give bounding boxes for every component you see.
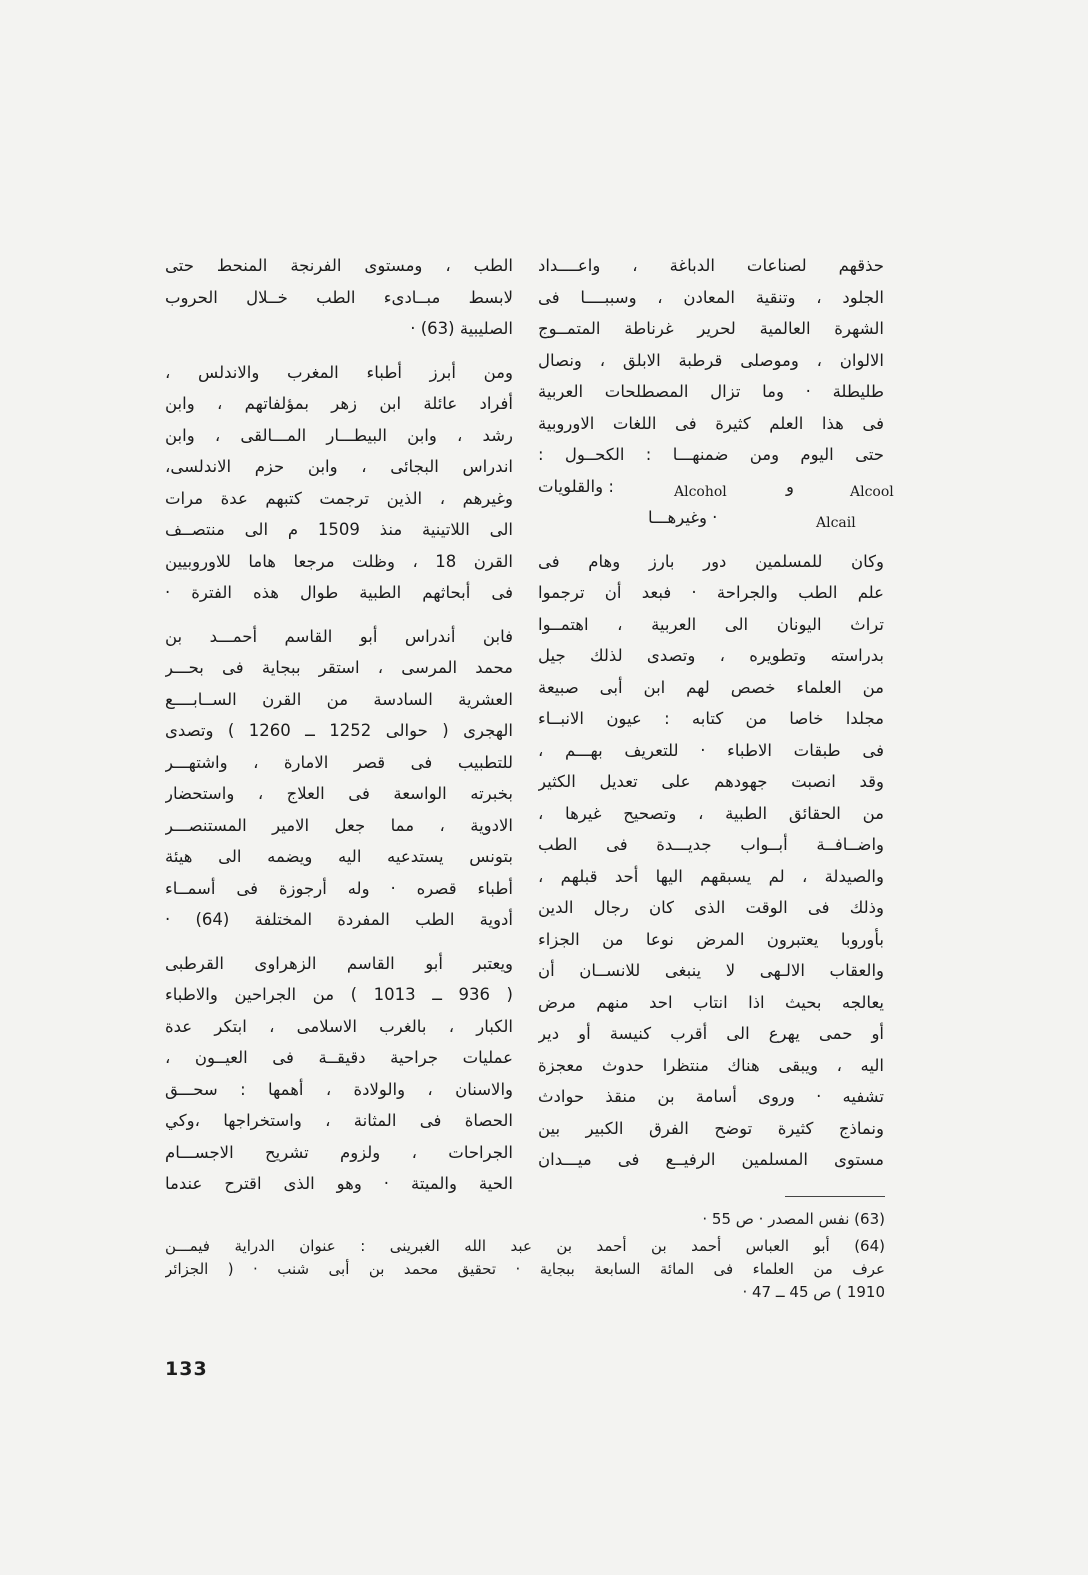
text-line: من الحقائق الطبية ، وتصحيح غيرها ، xyxy=(538,803,884,823)
text-line: القرن 18 ، وظلت مرجعا هاما للاوروبيين xyxy=(165,551,513,571)
text-line: الادوية ، مما جعل الامير المستنصـــر xyxy=(165,815,513,835)
left-para-1 xyxy=(165,250,513,345)
text-line: الصليبية (63) · xyxy=(410,319,513,338)
text-line: ونماذج كثيرة توضح الفرق الكبير بين xyxy=(538,1118,884,1138)
term-others: وغيرهـــا · xyxy=(648,508,718,527)
text-line: مجلدا خاصا من كتابه : عيون الانبــاء xyxy=(538,709,884,728)
text-line: الجراحات ، ولزوم تشريح الاجســـام xyxy=(165,1142,513,1162)
terms-row-2 xyxy=(538,502,884,534)
text-line: أو حمى يهرع الى أقرب كنيسة أو دير xyxy=(538,1024,884,1043)
text-line: الشهرة العالمية لحرير غرناطة المتمــوج xyxy=(538,319,884,338)
text-line: اندراس البجائى ، وابن حزم الاندلسى، xyxy=(165,457,513,476)
text-line: ومن أبرز أطباء المغرب والاندلس ، xyxy=(165,362,513,382)
text-line: والعقاب الالـهى لا ينبغى للانســان أن xyxy=(538,961,884,980)
text-line: وذلك فى الوقت الذى كان رجال الدين xyxy=(538,898,884,917)
footnote-divider xyxy=(785,1196,885,1197)
text-line: ( 936 ــ 1013 ) من الجراحين والاطباء xyxy=(165,985,513,1004)
text-line: فى هذا العلم كثيرة فى اللغات الاوروبية xyxy=(538,413,884,433)
term-and: و xyxy=(786,476,794,496)
text-line: حذقهم لصناعات الدباغة ، واعــــداد xyxy=(538,256,884,275)
footnote-63: (63) نفس المصدر · ص 55 · xyxy=(702,1210,885,1228)
text-line: لابسط مبــادىء الطب خــلال الحروب xyxy=(165,287,513,307)
text-line: بتونس يستدعيه اليه ويضمه الى هيئة xyxy=(165,847,513,866)
text-line: وغيرهم ، الذين ترجمت كتبهم عدة مرات xyxy=(165,488,513,508)
text-line: محمد المرسى ، استقر ببجاية فى بحـــر xyxy=(165,658,513,677)
text-line: والاسنان ، والولادة ، أهمها : سحـــق xyxy=(165,1079,513,1099)
text-line: للتطبيب فى قصر الامارة ، واشتهـــر xyxy=(165,752,513,772)
text-line: الحصاة فى المثانة ، واستخراجها ،وكي xyxy=(165,1111,513,1130)
text-line: الطب ، ومستوى الفرنجة المنحط حتى xyxy=(165,256,513,275)
text-line: تراث اليونان الى العربية ، اهتمــوا xyxy=(538,614,884,634)
text-line: رشد ، وابن البيطـــار المـــالقى ، وابن xyxy=(165,425,513,445)
text-line: ويعتبر أبو القاسم الزهراوى القرطبى xyxy=(165,953,513,973)
text-line: العشرية السادسة من القرن الســابــــع xyxy=(165,689,513,709)
text-line: والصيدلة ، لم يسبقهم اليها أحد قبلهم ، xyxy=(538,866,884,886)
text-line: طليطلة · وما تزال المصطلحات العربية xyxy=(538,382,884,401)
text-line: عمليات جراحية دقيقــة فى العيــون ، xyxy=(165,1048,513,1067)
text-line: فى أبحاثهم الطبية طوال هذه الفترة · xyxy=(165,583,513,602)
text-line: علم الطب والجراحة · فبعد أن ترجموا xyxy=(538,583,884,602)
text-line: من العلماء خصص لهم ابن أبى صبيعة xyxy=(538,677,884,697)
text-line: فابن أندراس أبو القاسم أحمـــد بن xyxy=(165,626,513,646)
page-number: 133 xyxy=(165,1358,208,1380)
text-line: اليه ، ويبقى هناك منتظرا حدوث معجزة xyxy=(538,1055,884,1075)
text-line: الجلود ، وتنقية المعادن ، وسببــــا فى xyxy=(538,287,884,307)
left-para-2 xyxy=(165,357,513,609)
text-line: أدوية الطب المفردة المختلفة (64) · xyxy=(165,910,513,929)
text-line: الحية والميتة · وهو الذى اقترح عندما xyxy=(165,1174,513,1193)
terms-row-1 xyxy=(538,471,894,503)
left-column xyxy=(165,250,513,1200)
text-line: أفراد عائلة ابن زهر بمؤلفاتهم ، وابن xyxy=(165,394,513,413)
term-alcohol: Alcohol xyxy=(674,483,727,500)
footnote-64-line: 1910 ) ص 45 ــ 47 · xyxy=(742,1283,885,1301)
text-line: بخبرته الواسعة فى العلاج ، واستحضار xyxy=(165,784,513,803)
text-line: وقد انصبت جهودهم على تعديل الكثير xyxy=(538,772,884,791)
term-alcool: Alcool xyxy=(850,483,894,500)
text-line: الالوان ، وموصلى قرطبة الابلق ، ونصال xyxy=(538,350,884,370)
text-line: حتى اليوم ومن ضمنهـــا : الكحــول : xyxy=(538,445,884,464)
right-para-2 xyxy=(538,546,884,1176)
right-column xyxy=(538,250,894,1176)
text-line: فى طبقات الاطباء · للتعريف بهـــم ، xyxy=(538,740,884,760)
text-line: مستوى المسلمين الرفيــع فى ميـــدان xyxy=(538,1150,884,1169)
footnotes xyxy=(165,1208,885,1304)
text-line: بأوروبا يعتبرون المرض نوعا من الجزاء xyxy=(538,929,884,949)
text-line: وكان للمسلمين دور بارز وهام فى xyxy=(538,551,884,571)
footnote-64-line: عرف من العلماء فى المائة السابعة ببجاية · تحقيق محمد بن أبى شنب · ( الجزائر xyxy=(165,1260,885,1278)
text-line: بدراسته وتطويره ، وتصدى لذلك جيل xyxy=(538,646,884,665)
text-line: الهجرى ( حوالى 1252 ــ 1260 ) وتصدى xyxy=(165,721,513,740)
text-line: يعالجه بحيث اذا انتاب احد منهم مرض xyxy=(538,992,884,1012)
left-para-4 xyxy=(165,948,513,1200)
footnote-64-line: (64) أبو العباس أحمد بن أحمد بن عبد الله الغبرينى : عنوان الدراية فيمـــن xyxy=(165,1237,885,1255)
text-line: الكبار ، بالغرب الاسلامى ، ابتكر عدة xyxy=(165,1016,513,1036)
text-line: تشفيه · وروى أسامة بن منقذ حوادث xyxy=(538,1087,884,1106)
text-line: واضــافــة أبــواب جديـــدة فى الطب xyxy=(538,835,884,854)
term-alcail: Alcail xyxy=(816,515,856,531)
text-line: أطباء قصره · وله أرجوزة فى أسمــاء xyxy=(165,878,513,898)
text-line: الى اللاتينية منذ 1509 م الى منتصــف xyxy=(165,520,513,539)
right-para-1 xyxy=(538,250,884,471)
term-qalawiyat: والقلويات : xyxy=(538,476,614,496)
left-para-3 xyxy=(165,621,513,936)
